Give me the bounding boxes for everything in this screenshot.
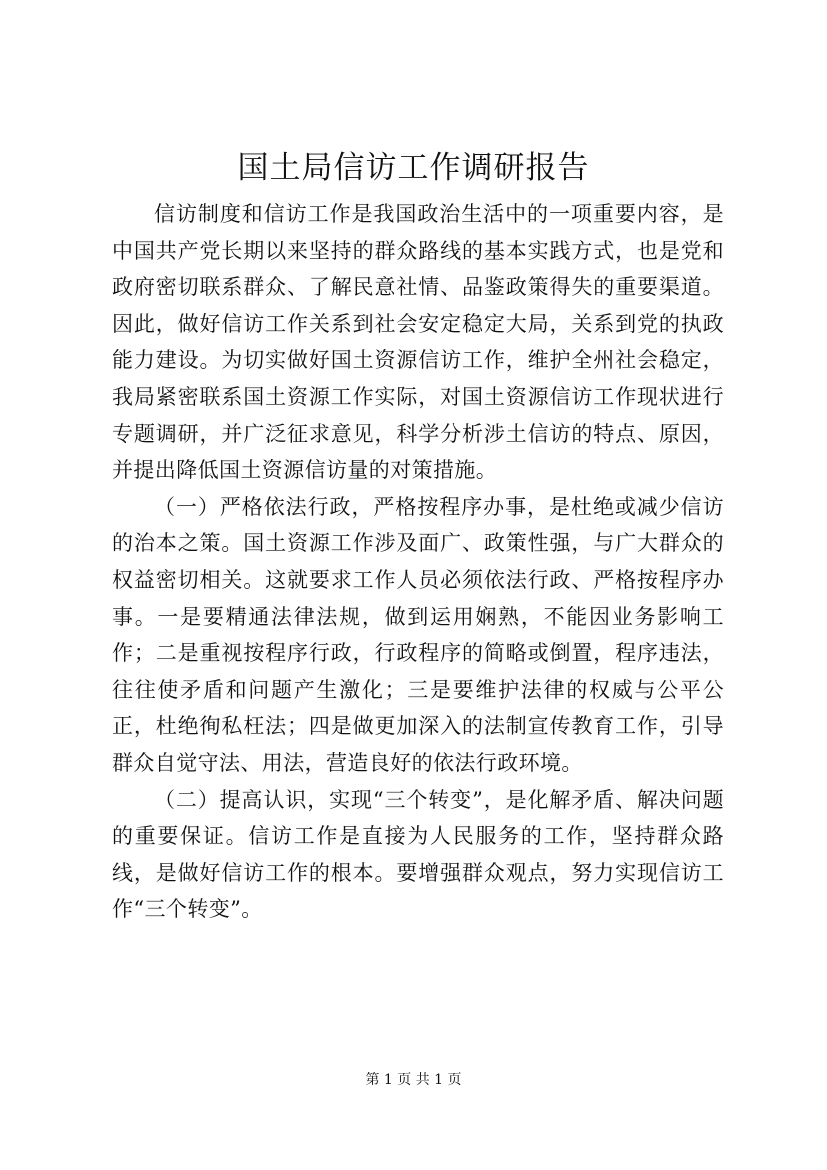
paragraph-intro: 信访制度和信访工作是我国政治生活中的一项重要内容，是中国共产党长期以来坚持的群众路线的基本实践方式，也是党和政府密切联系群众、了解民意社情、品鉴政策得失的重要渠道。因此，做好信访工作关系到社会安定稳定大局，关系到党的执政能力建设。为切实做好国土资源信访工作，维护全州社会稳定，我局紧密联系国土资源工作实际，对国土资源信访工作现状进行专题调研，并广泛征求意见，科学分析涉土信访的特点、原因，并提出降低国土资源信访量的对策措施。 [112, 202, 724, 483]
document-title: 国土局信访工作调研报告 [237, 150, 590, 186]
paragraph-section-2: （二）提高认识，实现“三个转变”，是化解矛盾、解决问题的重要保证。信访工作是直接为人民服务的工作，坚持群众路线，是做好信访工作的根本。要增强群众观点，努力实现信访工作“三个转变”。 [112, 787, 724, 922]
page-footer: 第 1 页 共 1 页 [365, 1072, 462, 1088]
paragraph-section-1: （一）严格依法行政，严格按程序办事，是杜绝或减少信访的治本之策。国土资源工作涉及面广、政策性强，与广大群众的权益密切相关。这就要求工作人员必须依法行政、严格按程序办事。一是要精通法律法规，做到运用娴熟，不能因业务影响工作；二是重视按程序行政，行政程序的简略或倒置，程序违法，往往使矛盾和问题产生激化；三是要维护法律的权威与公平公正，杜绝徇私枉法；四是做更加深入的法制宣传教育工作，引导群众自觉守法、用法，营造良好的依法行政环境。 [112, 494, 724, 775]
document-body [112, 196, 724, 928]
